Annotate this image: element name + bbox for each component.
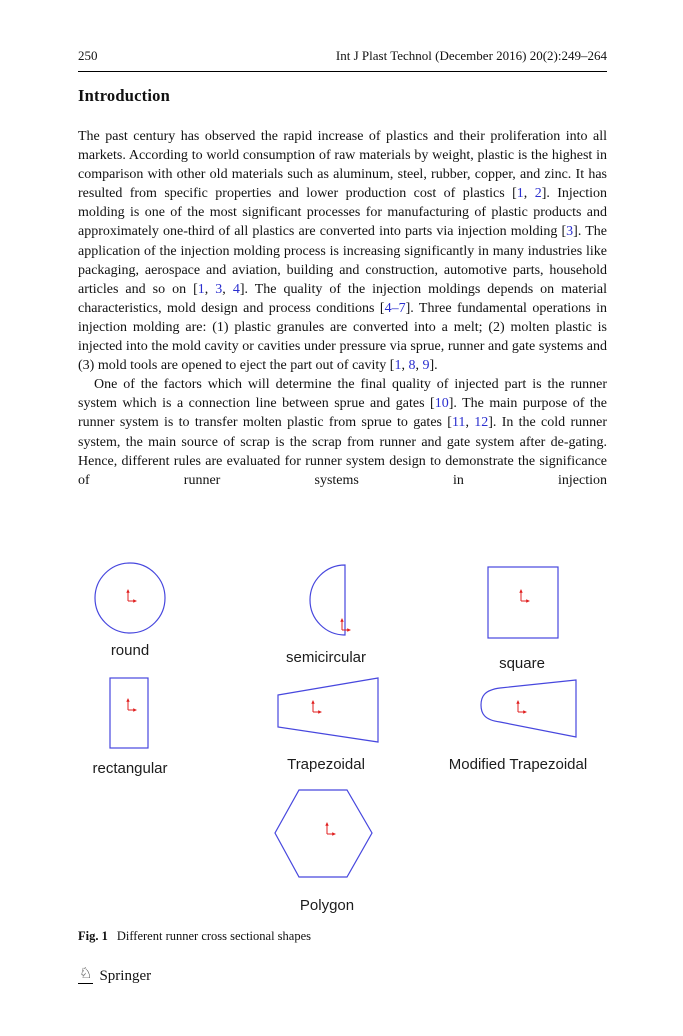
figure-1 — [78, 550, 608, 930]
shape-label-round: round — [110, 642, 150, 659]
axis-marker — [126, 698, 137, 712]
citation-link[interactable]: 11 — [451, 415, 466, 431]
body-text-segment: , — [204, 281, 216, 297]
body-text-segment: ]. Injection molding is one of the most significant processes for manufacturing of plastic products and approximately one-third of all plastics are converted into parts via injection molding [ — [78, 186, 608, 240]
round-shape — [95, 563, 165, 633]
rectangular-shape — [110, 678, 148, 748]
shape-label-rectangular: rectangular — [92, 760, 168, 777]
citation-link[interactable]: 2 — [534, 186, 542, 202]
body-text-segment: , — [401, 358, 409, 374]
body-text-segment: , — [415, 358, 423, 374]
body-text-segment: , — [523, 186, 535, 202]
axis-marker — [311, 700, 322, 714]
body-text-segment: ]. In the cold runner system, the main source of scrap is the scrap from runner and gate system after de-gating. Hence, different rules are evaluated for runner system design to demonstrate the significance of runner systems in injection — [78, 415, 607, 488]
citation-link[interactable]: 8 — [408, 358, 416, 374]
polygon-shape — [275, 790, 372, 877]
shape-label-polygon: Polygon — [299, 897, 355, 914]
body-text-segment: , — [222, 281, 233, 297]
shape-label-modified-trapezoidal: Modified Trapezoidal — [448, 756, 588, 773]
citation-link[interactable]: 4–7 — [384, 300, 406, 316]
section-title: Introduction — [78, 86, 170, 105]
axis-marker — [126, 589, 137, 603]
body-text-segment: One of the factors which will determine the final quality of injected part is the runner system which is a connection line between sprue and gates [ — [78, 377, 607, 412]
semicircular-shape — [310, 565, 345, 635]
citation-link[interactable]: 1 — [197, 281, 205, 297]
citation-link[interactable]: 1 — [394, 358, 402, 374]
article-body — [78, 127, 607, 490]
body-text-segment: ]. — [429, 358, 438, 374]
figure-caption-label: Fig. 1 — [78, 929, 108, 943]
trapezoidal-shape — [278, 678, 378, 742]
axis-marker — [516, 700, 527, 714]
shape-label-square: square — [499, 655, 545, 672]
citation-link[interactable]: 1 — [516, 186, 524, 202]
citation-link[interactable]: 9 — [422, 358, 430, 374]
figure-caption — [78, 929, 607, 944]
body-text-segment: , — [465, 415, 475, 431]
paragraph — [78, 127, 607, 375]
citation-link[interactable]: 10 — [434, 396, 449, 412]
journal-reference: Int J Plast Technol (December 2016) 20(2):249–264 — [335, 48, 607, 63]
publisher-footer — [78, 968, 151, 985]
modified-trapezoidal-shape — [481, 680, 576, 737]
square-shape — [488, 567, 558, 638]
citation-link[interactable]: 3 — [215, 281, 223, 297]
axis-marker — [340, 618, 351, 632]
citation-link[interactable]: 3 — [566, 224, 574, 240]
running-head — [78, 46, 607, 72]
figure-canvas — [78, 550, 608, 930]
axis-marker — [325, 822, 336, 836]
publisher-name: Springer — [99, 968, 152, 984]
springer-horse-icon: ♘ — [79, 966, 93, 982]
page-number: 250 — [78, 48, 98, 63]
shape-label-trapezoidal: Trapezoidal — [287, 756, 365, 773]
citation-link[interactable]: 4 — [232, 281, 240, 297]
shape-label-semicircular: semicircular — [285, 649, 367, 666]
body-text-segment: The past century has observed the rapid increase of plastics and their proliferation into all markets. According to world consumption of raw materials by weight, plastic is the highest in comparison with other old materials such as aluminum, steel, rubber, copper, and zinc. It has resulted from specific properties and lower production cost of plastics [ — [78, 129, 607, 202]
citation-link[interactable]: 12 — [474, 415, 489, 431]
axis-marker — [519, 589, 530, 603]
body-text-segment: ]. The application of the injection molding process is increasing significantly in many industries like packaging, aerospace and aviation, building and construction, automotive parts, household articles and so on [ — [78, 224, 607, 297]
figure-caption-text: Different runner cross sectional shapes — [116, 929, 312, 943]
body-text-segment: ]. The main purpose of the runner system is to transfer molten plastic from sprue to gates [ — [78, 396, 607, 431]
paragraph — [78, 375, 607, 490]
body-text-segment: ]. Three fundamental operations in injection molding are: (1) plastic granules are converted into a melt; (2) molten plastic is injected into the mold cavity or cavities under pressure via sprue, runner and gate systems and (3) mold tools are opened to eject the part out of cavity [ — [78, 300, 607, 374]
body-text-segment: ]. The quality of the injection moldings depends on material characteristics, mold design and process conditions [ — [78, 281, 608, 316]
